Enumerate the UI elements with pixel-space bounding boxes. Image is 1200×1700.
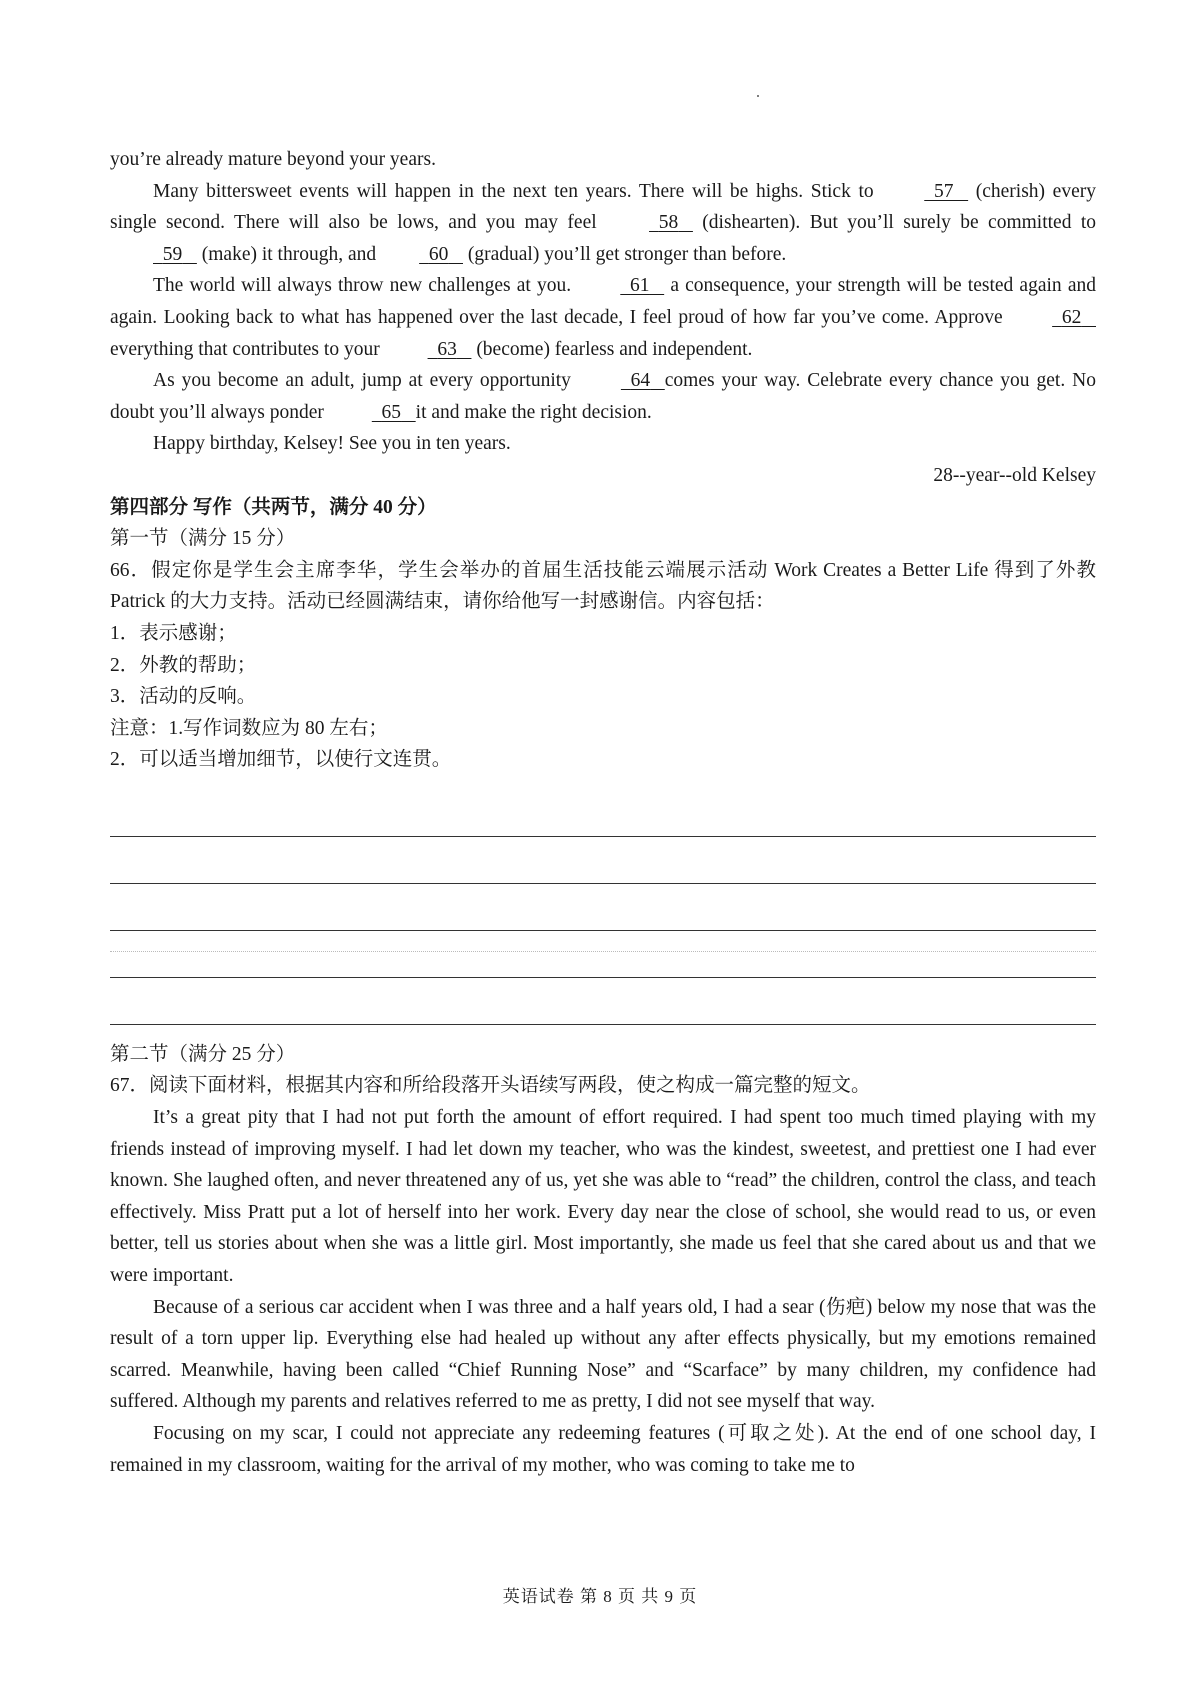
page-footer: 英语试卷 第 8 页 共 9 页 [502,1587,698,1606]
passage-signature: 28--year--old Kelsey [933,464,1096,486]
point-1: 1．表示感谢； [110,622,237,644]
passage-paragraph-1: Many bittersweet events will happen in the next ten years. There will be highs. Stick to 57 (cherish) every single second. There will also be lows, and you may feel 58 (dishearten). But you’ll surely be committed to 59 (make) it through, and 60 (gradual) you’ll get stronger than before. [110,176,1096,271]
page-content [110,144,1096,1481]
blank-65[interactable]: 65 [381,401,402,423]
passage-closing: Happy birthday, Kelsey! See you in ten years. [153,433,511,455]
blank-57[interactable]: 57 [934,180,954,202]
answer-line[interactable] [110,978,1096,1025]
material-paragraph-1: It’s a great pity that I had not put forth the amount of effort required. I had spent too much timed playing with my friends instead of improving myself. I had let down my teacher, who was the kindest, sweetest, and prettiest one I had ever known. She laughed often, and never threatened any of us, yet she was able to “read” the children, control the class, and teach effectively. Miss Pratt put a lot of herself into her work. Every day near the close of school, she would read to us, or even better, tell us stories about when she was a little girl. Most importantly, she made us feel that she cared about us and that we were important. [110,1107,1096,1287]
material-paragraph-2: Because of a serious car accident when I was three and a half years old, I had a sear (伤疤) below my nose that was the result of a torn upper lip. Everything else had healed up without any after effects physically, but my emotions remained scarred. Meanwhile, having been called “Chief Running Nose” and “Scarface” by many children, my confidence had suffered. Although my parents and relatives referred to me as pretty, I did not see myself that way. [110,1296,1096,1413]
answer-line[interactable] [110,884,1096,931]
blank-64[interactable]: 64 [630,370,651,392]
point-2: 2．外教的帮助； [110,654,257,676]
section2-title: 第二节（满分 25 分） [110,1043,296,1065]
blank-59[interactable]: 59 [162,243,183,265]
blank-62[interactable]: 62 [1061,306,1082,328]
question-66: 66．假定你是学生会主席李华，学生会举办的首届生活技能云端展示活动 Work Creates a Better Life 得到了外教 Patrick 的大力支持。活动已经圆满结束，请你给他写一封感谢信。内容包括： [110,559,1096,613]
answer-lines[interactable] [110,790,1096,1025]
answer-line[interactable] [110,837,1096,884]
blank-61[interactable]: 61 [630,275,650,297]
note-2: 2．可以适当增加细节，以使行文连贯。 [110,749,452,771]
note-1: 注意：1.写作词数应为 80 左右； [110,717,388,739]
scan-speck [757,95,759,97]
blank-58[interactable]: 58 [658,212,679,234]
blank-63[interactable]: 63 [437,338,457,360]
answer-line[interactable] [110,931,1096,978]
answer-line[interactable] [110,790,1096,837]
point-3: 3．活动的反响。 [110,686,257,708]
question-67: 67．阅读下面材料，根据其内容和所给段落开头语续写两段，使之构成一篇完整的短文。 [110,1075,871,1097]
passage-paragraph-2: The world will always throw new challenges at you. 61 a consequence, your strength will be tested again and again. Looking back to what has happened over the last decade, I feel proud of how far you’ve come. Approve 62 everything that contributes to your 63 (become) fearless and independent. [110,270,1096,365]
part4-heading: 第四部分 写作（共两节，满分 40 分） [110,496,437,518]
blank-60[interactable]: 60 [428,243,449,265]
material-paragraph-3: Focusing on my scar, I could not appreciate any redeeming features (可取之处). At the end of one school day, I remained in my classroom, waiting for the arrival of my mother, who was coming to take me to [110,1423,1096,1476]
passage-paragraph-3: As you become an adult, jump at every opportunity 64 comes your way. Celebrate every chance you get. No doubt you’ll always ponder 65 it and make the right decision. [110,365,1096,428]
passage-line: you’re already mature beyond your years. [110,149,436,170]
section1-title: 第一节（满分 15 分） [110,528,296,550]
